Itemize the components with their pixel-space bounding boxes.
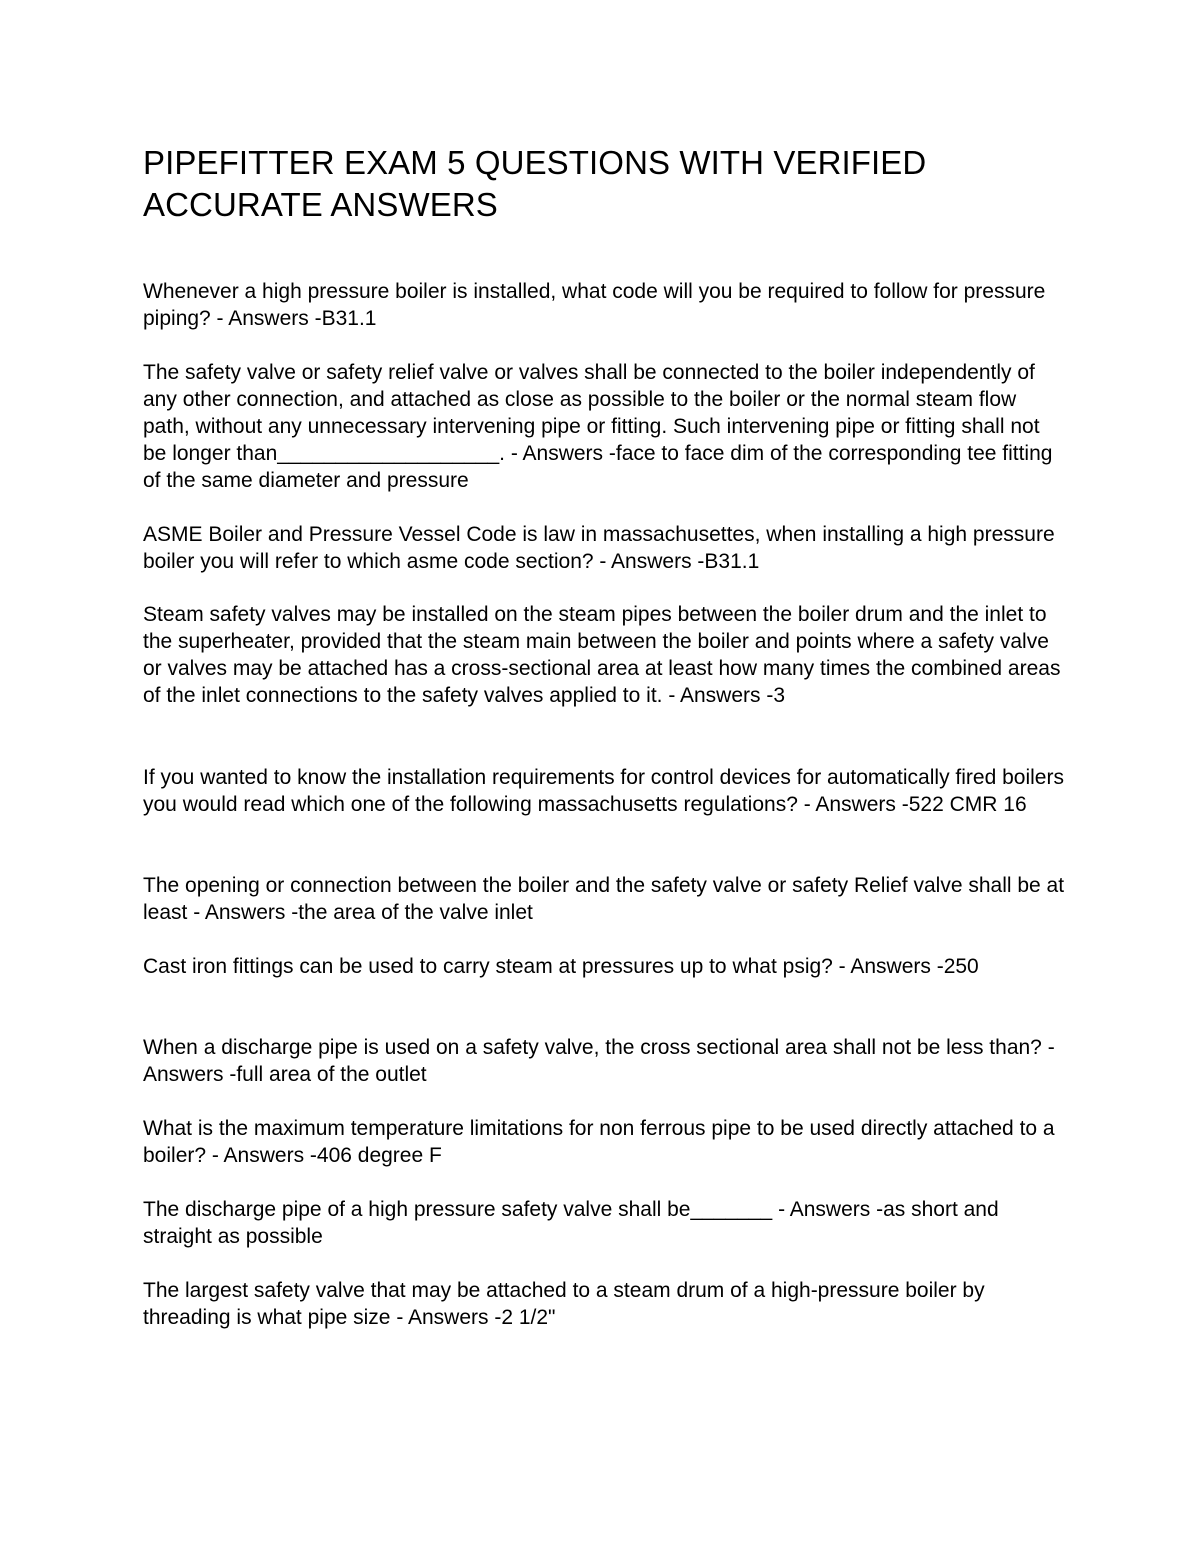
qa-item-10: The discharge pipe of a high pressure safety valve shall be_______ - Answers -as short and straight as possible bbox=[143, 1198, 999, 1248]
qa-item-1: Whenever a high pressure boiler is installed, what code will you be required to follow for pressure piping? - Answers -B31.1 bbox=[143, 280, 1046, 330]
qa-item-9: What is the maximum temperature limitations for non ferrous pipe to be used directly attached to a boiler? - Answers -406 degree F bbox=[143, 1117, 1055, 1167]
qa-item-5: If you wanted to know the installation requirements for control devices for automatically fired boilers you would read which one of the following massachusetts regulations? - Answers -522 CMR 16 bbox=[143, 766, 1064, 816]
qa-item-7: Cast iron fittings can be used to carry steam at pressures up to what psig? - Answers -250 bbox=[143, 955, 979, 978]
qa-item-8: When a discharge pipe is used on a safety valve, the cross sectional area shall not be less than? - Answers -full area of the outlet bbox=[143, 1036, 1055, 1086]
qa-item-3: ASME Boiler and Pressure Vessel Code is law in massachusettes, when installing a high pressure boiler you will refer to which asme code section? - Answers -B31.1 bbox=[143, 523, 1055, 573]
document-title: PIPEFITTER EXAM 5 QUESTIONS WITH VERIFIED ACCURATE ANSWERS bbox=[143, 144, 927, 223]
qa-item-11: The largest safety valve that may be attached to a steam drum of a high-pressure boiler by threading is what pipe size - Answers -2 1/2" bbox=[143, 1279, 985, 1329]
qa-item-6: The opening or connection between the boiler and the safety valve or safety Relief valve shall be at least - Answers -the area of the valve inlet bbox=[143, 874, 1065, 924]
qa-item-2: The safety valve or safety relief valve or valves shall be connected to the boiler independently of any other connection, and attached as close as possible to the boiler or the normal steam flow path, without any unnecessary intervening pipe or fitting. Such intervening pipe or fitting shall not be longer than___________________. - Answers -face to face dim of the corresponding tee fitting of the same diameter and pressure bbox=[143, 361, 1053, 492]
qa-item-4: Steam safety valves may be installed on the steam pipes between the boiler drum and the inlet to the superheater, provided that the steam main between the boiler and points where a safety valve or valves may be attached has a cross-sectional area at least how many times the combined areas of the inlet connections to the safety valves applied to it. - Answers -3 bbox=[143, 603, 1061, 707]
